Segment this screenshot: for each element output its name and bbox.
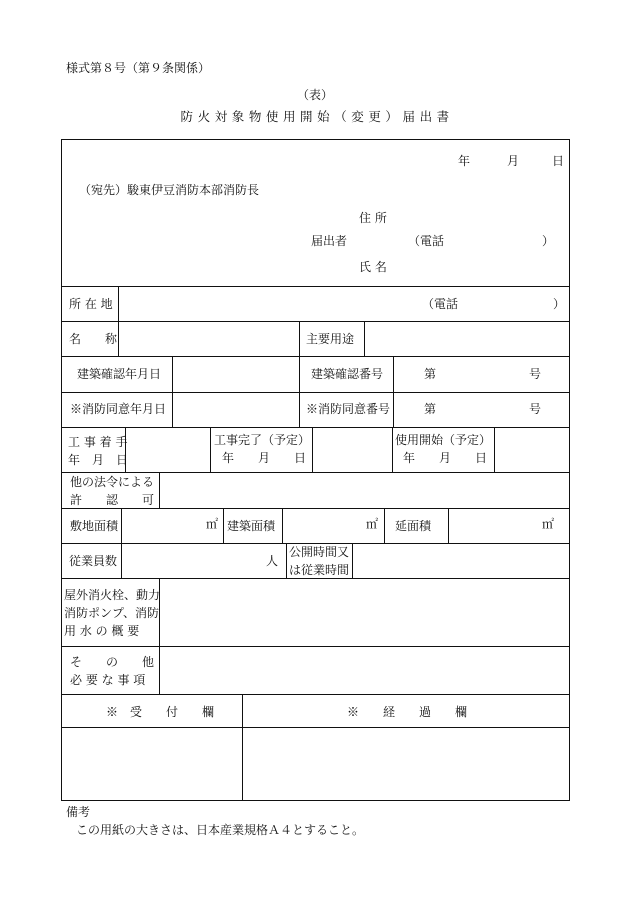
location-phone-open: （電話	[422, 297, 459, 311]
row-line	[62, 286, 569, 287]
date-year: 年	[458, 154, 471, 168]
addressee: （宛先）駿東伊豆消防本部消防長	[79, 183, 260, 197]
row-line	[62, 646, 569, 647]
fc-no-dai: 第	[424, 402, 437, 416]
date-month: 月	[507, 154, 520, 168]
hours-label: 公開時間又 は従業時間	[289, 545, 350, 577]
fc-no-go: 号	[529, 402, 542, 416]
employees-label: 従業員数	[69, 554, 118, 568]
row-line	[62, 694, 569, 695]
col-line	[242, 694, 243, 801]
completion-label: 工事完了（予定） 年 月 日	[214, 433, 311, 465]
remarks-text: この用紙の大きさは、日本産業規格Ａ４とすること。	[76, 823, 365, 837]
use-start-label: 使用開始（予定） 年 月 日	[395, 433, 492, 465]
col-line	[286, 543, 287, 579]
phone-close: ）	[542, 234, 555, 248]
site-area-label: 敷地面積	[70, 519, 119, 533]
employees-unit: 人	[266, 554, 279, 568]
main-use-label: 主要用途	[306, 332, 355, 346]
col-line	[299, 321, 300, 357]
col-line	[494, 427, 495, 473]
row-line	[62, 356, 569, 357]
other-law-label: 他の法令による 許 認 可	[70, 475, 155, 507]
front-side-label: （表）	[296, 88, 333, 102]
fc-no-label: ※消防同意番号	[306, 402, 391, 416]
col-line	[159, 472, 160, 508]
progress-label: ※ 経 過 欄	[347, 705, 468, 719]
col-line	[299, 356, 300, 428]
misc-label: そ の 他 必 要 な 事 項	[70, 655, 155, 687]
building-area-unit: ㎡	[366, 517, 379, 531]
bc-date-label: 建築確認年月日	[77, 367, 162, 381]
construction-start-label: 工 事 着 手 年 月 日	[68, 435, 129, 467]
location-phone-close: ）	[553, 297, 566, 311]
col-line	[210, 427, 211, 473]
col-line	[172, 356, 173, 428]
col-line	[223, 508, 224, 544]
date-day: 日	[552, 154, 565, 168]
col-line	[448, 508, 449, 544]
building-area-label: 建築面積	[227, 519, 276, 533]
col-line	[392, 427, 393, 473]
fc-date-label: ※消防同意年月日	[70, 402, 167, 416]
row-line	[62, 427, 569, 428]
row-line	[62, 392, 569, 393]
bc-no-go: 号	[529, 367, 542, 381]
row-line	[62, 727, 569, 728]
col-line	[282, 508, 283, 544]
floor-area-unit: ㎡	[542, 517, 555, 531]
remarks-heading: 備考	[66, 805, 91, 819]
col-line	[118, 286, 119, 322]
col-line	[312, 427, 313, 473]
fire-equipment-label: 屋外消火栓、動力 消防ポンプ、消防 用 水 の 概 要	[64, 588, 161, 638]
name-field-label: 名 称	[69, 332, 118, 346]
address-label: 住 所	[359, 211, 387, 225]
applicant-label: 届出者	[311, 234, 348, 248]
site-area-unit: ㎡	[206, 517, 219, 531]
reception-label: ※ 受 付 欄	[106, 705, 215, 719]
col-line	[118, 321, 119, 357]
bc-no-dai: 第	[424, 367, 437, 381]
form-title: 防 火 対 象 物 使 用 開 始 （ 変 更 ） 届 出 書	[180, 109, 450, 124]
col-line	[121, 543, 122, 579]
form-number: 様式第８号（第９条関係）	[66, 61, 211, 75]
col-line	[384, 508, 385, 544]
col-line	[121, 508, 122, 544]
col-line	[364, 321, 365, 357]
phone-open: （電話	[408, 234, 445, 248]
col-line	[393, 356, 394, 428]
bc-no-label: 建築確認番号	[311, 367, 384, 381]
row-line	[62, 321, 569, 322]
form-table	[61, 139, 570, 801]
floor-area-label: 延面積	[395, 519, 432, 533]
location-label: 所 在 地	[69, 297, 113, 311]
col-line	[352, 543, 353, 579]
name-label: 氏 名	[359, 260, 387, 274]
